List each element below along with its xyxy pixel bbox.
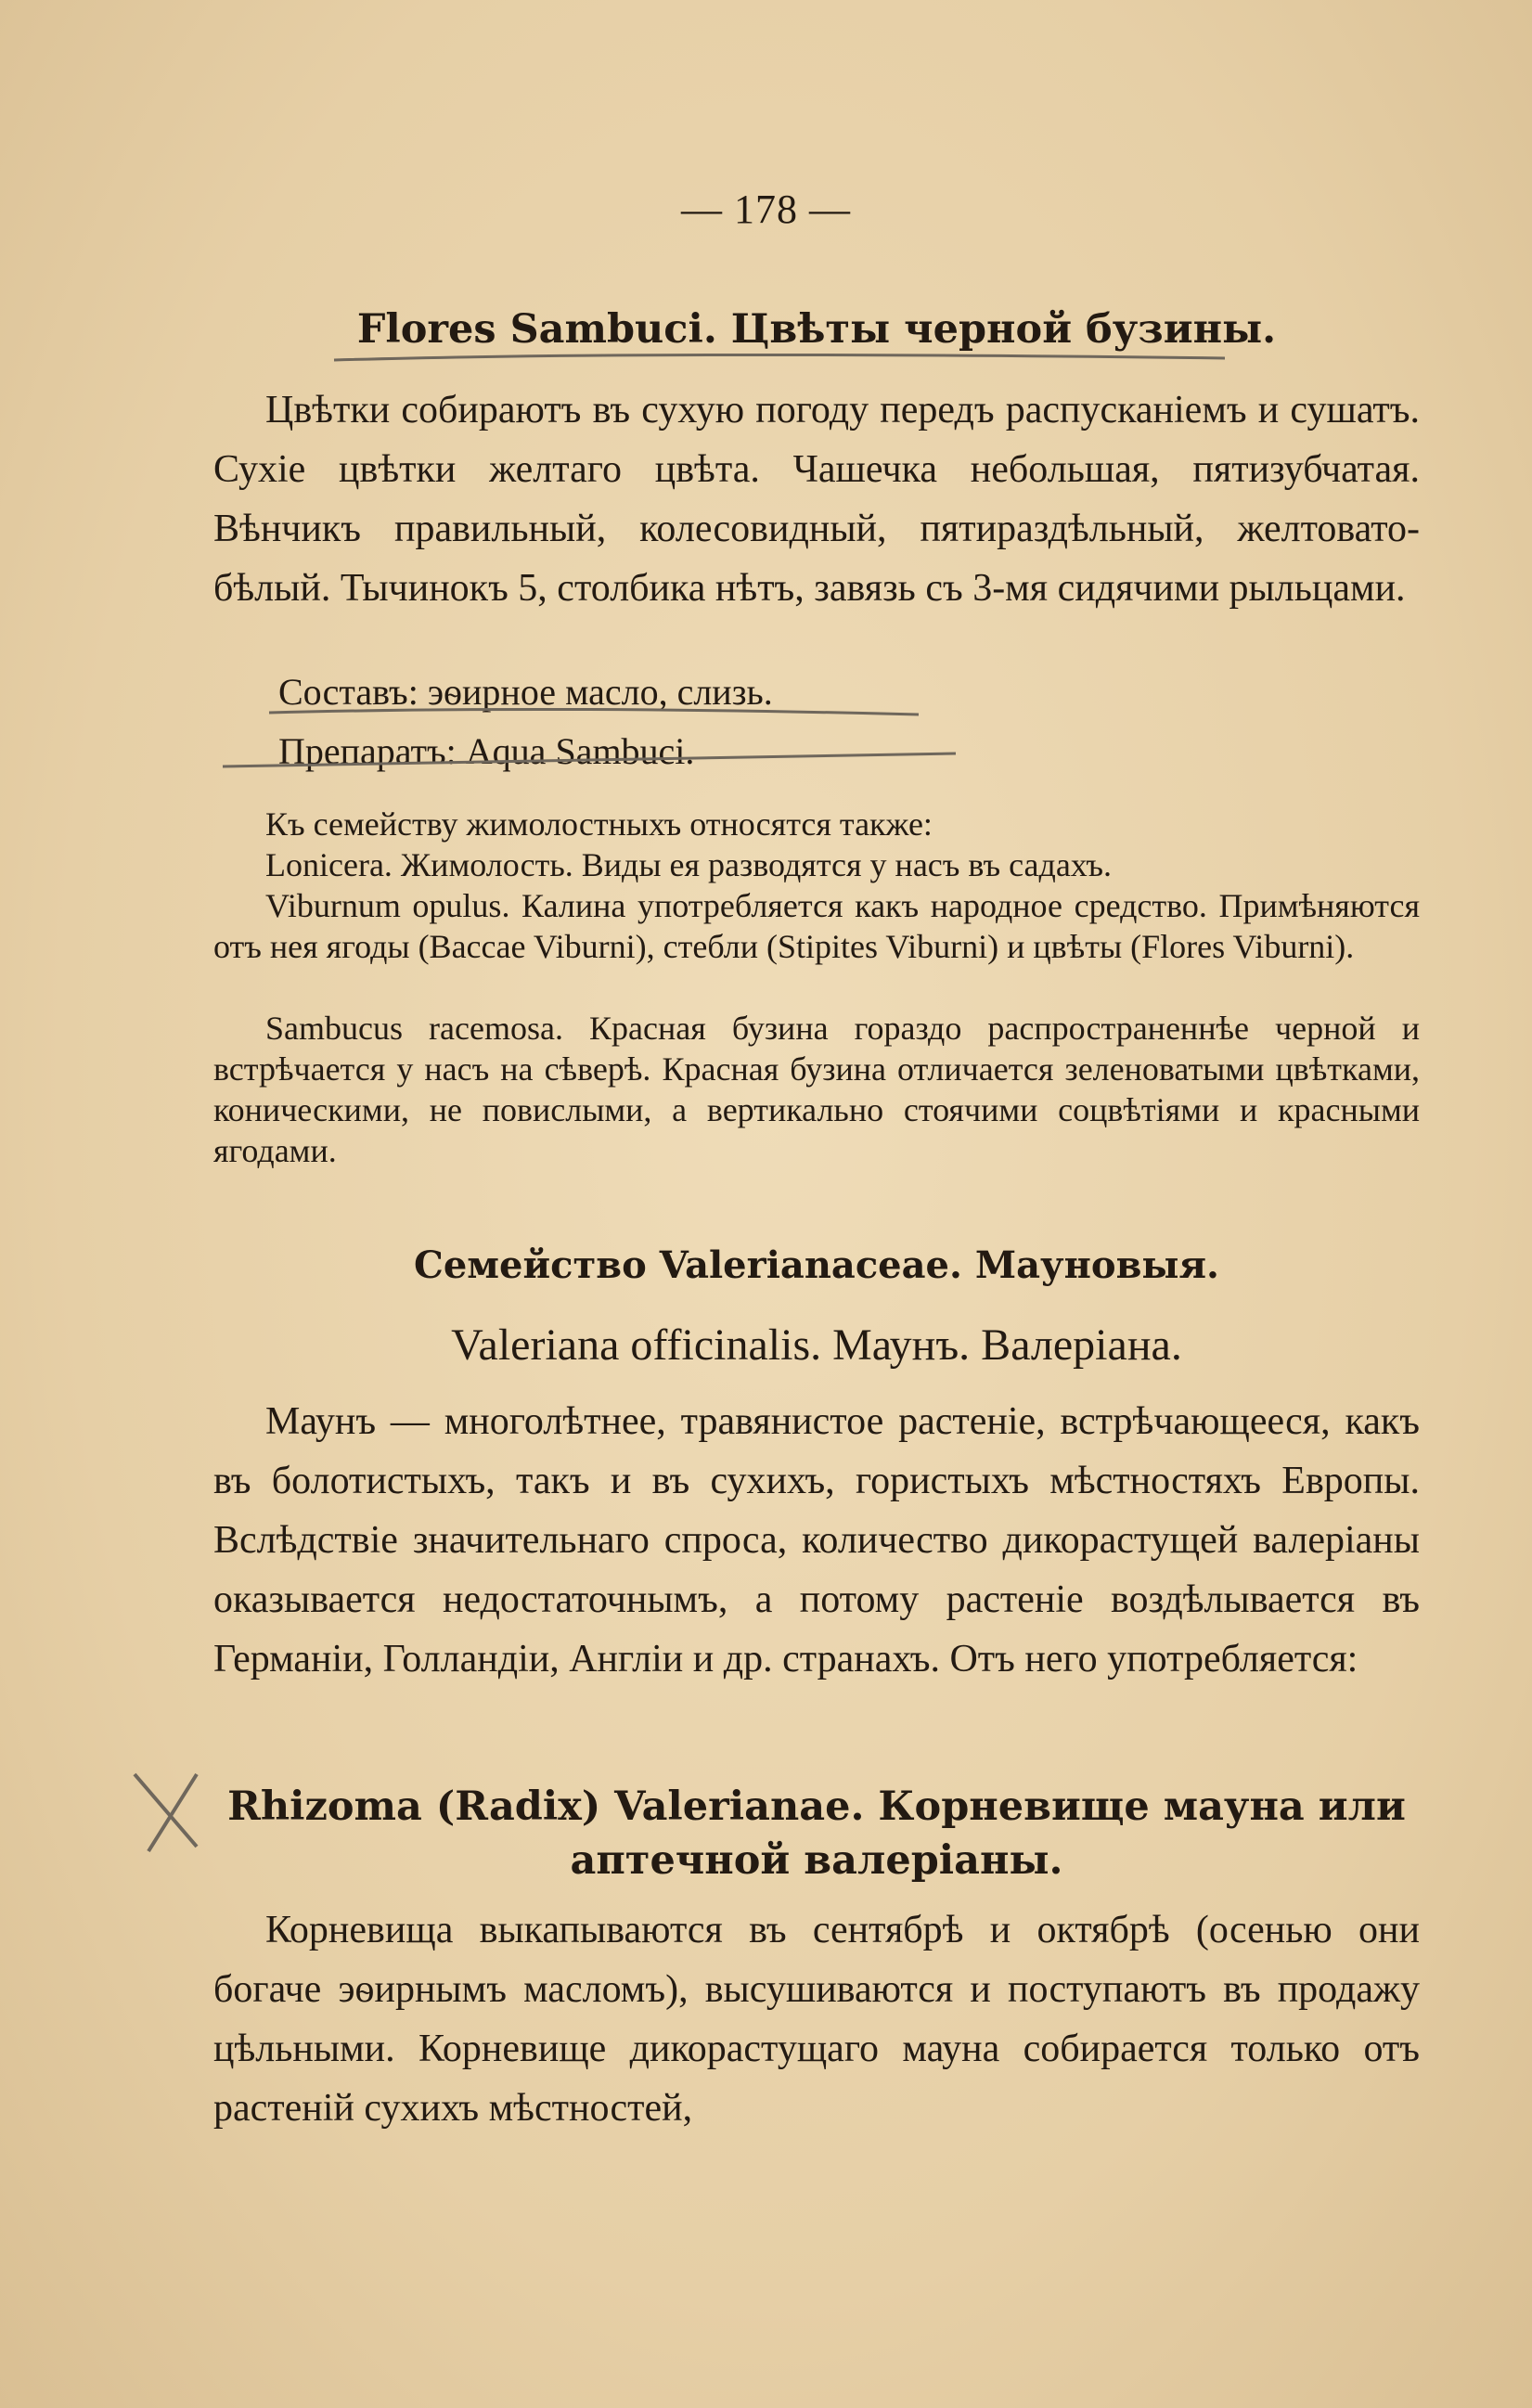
family-note-intro: Къ семейству жимолостныхъ относятся также:: [265, 805, 933, 843]
family-note-viburnum: Viburnum opulus. Калина употребляется какъ народное средство. Примѣняются отъ нея ягоды (Baccae Viburni), стебли (Stipites Viburni) и цвѣты (Flores Viburni).: [213, 887, 1420, 965]
family-note-lonicera: Lonicera. Жимолость. Виды ея разводятся у насъ въ садахъ.: [265, 846, 1113, 883]
rhizoma-heading: Rhizoma (Radix) Valerianae. Корневище мауна или аптечной валеріаны.: [227, 1783, 1406, 1884]
valeriana-title: Valeriana officinalis. Маунъ. Валеріана.: [451, 1320, 1182, 1370]
page-number: — 178 —: [681, 187, 851, 232]
composition-line: Составъ: эѳирное масло, слизь.: [278, 671, 773, 713]
family-note-sambucus-racemosa: Sambucus racemosa. Красная бузина гораздо распространеннѣе черной и встрѣчается у насъ на сѣверѣ. Красная бузина отличается зеленоватыми цвѣтками, коническими, не повислыми, а вертикально стоячими соцвѣтіями и красными ягодами.: [213, 1010, 1420, 1169]
heading-underline-mark: [334, 354, 1225, 360]
family-heading: Семейство Valerianaceae. Мауновыя.: [414, 1243, 1219, 1287]
rhizoma-description: Корневища выкапываются въ сентябрѣ и октябрѣ (осенью они богаче эѳирнымъ масломъ), высушиваются и поступаютъ въ продажу цѣльными. Корневище дикорастущаго мауна собирается только отъ растеній сухихъ мѣстностей,: [213, 1909, 1420, 2130]
sambucus-description: Цвѣтки собираютъ въ сухую погоду передъ распусканіемъ и сушатъ. Сухіе цвѣтки желтаго цвѣта. Чашечка небольшая, пятизубчатая. Вѣнчикъ правильный, колесовидный, пятираздѣльный, желтовато-бѣлый. Тычинокъ 5, столбика нѣтъ, завязь съ 3-мя сидячими рыльцами.: [213, 389, 1420, 610]
valeriana-description: Маунъ — многолѣтнее, травянистое растеніе, встрѣчающееся, какъ въ болотистыхъ, такъ и въ сухихъ, гористыхъ мѣстностяхъ Европы. Вслѣдствіе значительнаго спроса, количество дикорастущей валеріаны оказывается недостаточнымъ, а потому растеніе воздѣлывается въ Германіи, Голландіи, Англіи и др. странахъ. Отъ него употребляется:: [213, 1400, 1420, 1680]
margin-x-mark: [135, 1774, 197, 1851]
sambucus-heading: Flores Sambuci. Цвѣты черной бузины.: [356, 306, 1277, 353]
preparation-line: Препаратъ: Aqua Sambuci.: [278, 730, 695, 772]
